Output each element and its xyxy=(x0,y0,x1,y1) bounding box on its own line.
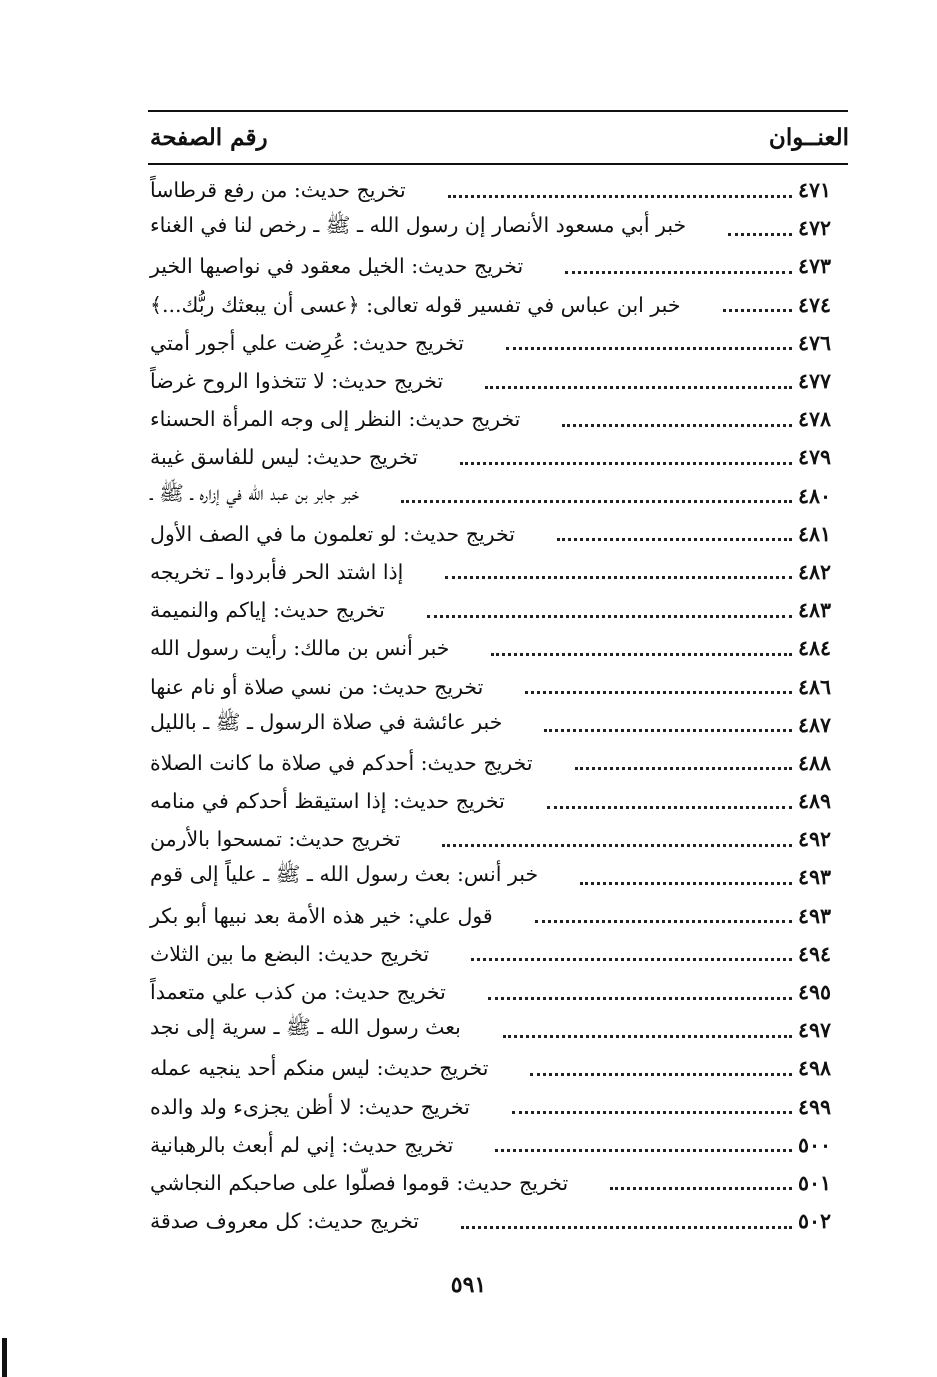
toc-entry-title: خبر ابن عباس في تفسير قوله تعالى: ﴿عسى أن يبعثك ربُّك...﴾ xyxy=(150,292,681,317)
dot-leader xyxy=(442,844,792,847)
toc-entry-title: خبر أنس: بعث رسول الله ـ ﷺ ـ علياً إلى قوم xyxy=(150,862,539,887)
toc-entry-title: تخريج حديث: إني لم أبعث بالرهبانية xyxy=(150,1132,454,1157)
toc-entry-page: ٤٩٧ xyxy=(798,1018,832,1043)
dot-leader xyxy=(610,1187,792,1190)
toc-entry-page: ٤٩٨ xyxy=(798,1056,832,1081)
toc-entry-title: تخريج حديث: الخيل معقود في نواصيها الخير xyxy=(150,254,524,279)
toc-entry xyxy=(150,1164,850,1202)
toc-entry-title: تخريج حديث: النظر إلى وجه المرأة الحسناء xyxy=(150,407,521,432)
toc-entry xyxy=(150,591,850,629)
toc-entry-page: ٤٨٨ xyxy=(798,750,832,775)
toc-entry-page: ٤٩٣ xyxy=(798,865,832,890)
dot-leader xyxy=(512,1111,792,1114)
toc-entry-title: بعث رسول الله ـ ﷺ ـ سرية إلى نجد xyxy=(150,1015,461,1040)
toc-entry-page: ٤٨٤ xyxy=(798,636,832,661)
toc-entry xyxy=(150,973,850,1011)
dot-leader xyxy=(506,347,792,350)
toc-entry xyxy=(150,897,850,935)
toc-entry xyxy=(150,247,850,285)
toc-entry-page: ٤٧٦ xyxy=(798,330,832,355)
toc-entry-page: ٤٨٧ xyxy=(798,712,832,737)
toc-entry-title: تخريج حديث: لا أظن يجزىء ولد والده xyxy=(150,1094,470,1119)
toc-entry-page: ٤٩٣ xyxy=(798,903,832,928)
dot-leader xyxy=(491,653,792,656)
dot-leader xyxy=(530,1073,792,1076)
dot-leader xyxy=(565,271,792,274)
dot-leader xyxy=(557,538,792,541)
dot-leader xyxy=(723,309,792,312)
toc-entry-title: خبر أنس بن مالك: رأيت رسول الله xyxy=(150,636,450,661)
toc-entry xyxy=(150,515,850,553)
column-header-title: العنــوان xyxy=(768,124,849,151)
dot-leader xyxy=(460,462,792,465)
toc-entry-title: تخريج حديث: قوموا فصلّوا على صاحبكم النجاشي xyxy=(150,1170,569,1195)
toc-entry xyxy=(150,1011,850,1049)
toc-entry-page: ٤٨٦ xyxy=(798,674,832,699)
toc-entry xyxy=(150,209,850,247)
dot-leader xyxy=(461,1226,792,1229)
page-number: ٥٩١ xyxy=(450,1272,487,1298)
toc-entry-title: تخريج حديث: أحدكم في صلاة ما كانت الصلاة xyxy=(150,750,533,775)
toc-entry-page: ٥٠٠ xyxy=(798,1132,832,1157)
scan-edge-mark xyxy=(2,1338,7,1377)
toc-entry xyxy=(150,629,850,667)
toc-entry xyxy=(150,438,850,476)
toc-entry-title: تخريج حديث: لا تتخذوا الروح غرضاً xyxy=(150,369,444,394)
dot-leader xyxy=(503,1035,792,1038)
toc-entry-page: ٤٩٢ xyxy=(798,827,832,852)
dot-leader xyxy=(401,500,792,503)
toc-entry xyxy=(150,1049,850,1087)
toc-entry-page: ٤٧٧ xyxy=(798,369,832,394)
toc-entry-title: تخريج حديث: البضع ما بين الثلاث xyxy=(150,941,430,966)
dot-leader xyxy=(488,997,792,1000)
toc-entry xyxy=(150,477,850,515)
toc-entry xyxy=(150,782,850,820)
dot-leader xyxy=(544,729,792,732)
toc-entry-title: تخريج حديث: ليس منكم أحد ينجيه عمله xyxy=(150,1056,489,1081)
toc-entry-page: ٤٨٢ xyxy=(798,559,832,584)
toc-entry-title: خبر أبي مسعود الأنصار إن رسول الله ـ ﷺ ـ رخص لنا في الغناء xyxy=(150,213,687,238)
header-rule xyxy=(148,163,848,165)
toc-entry-page: ٤٧٢ xyxy=(798,216,832,241)
toc-entry xyxy=(150,858,850,896)
toc-entry-page: ٤٧٩ xyxy=(798,445,832,470)
toc-entry-page: ٥٠١ xyxy=(798,1170,832,1195)
toc-entry xyxy=(150,286,850,324)
dot-leader xyxy=(580,882,792,885)
toc-entry-page: ٤٩٥ xyxy=(798,980,832,1005)
toc-entry xyxy=(150,362,850,400)
column-header-page: رقم الصفحة xyxy=(150,124,268,151)
toc-entry-title: خبر جابر بن عبد الله في إزاره ـ ﷺ ـ xyxy=(150,480,360,505)
toc-entry-page: ٤٨٩ xyxy=(798,789,832,814)
dot-leader xyxy=(448,195,792,198)
dot-leader xyxy=(728,233,792,236)
table-of-contents xyxy=(150,171,850,1240)
toc-entry-title: تخريج حديث: تمسحوا بالأرمن xyxy=(150,827,401,852)
toc-entry-title: خبر عائشة في صلاة الرسول ـ ﷺ ـ بالليل xyxy=(150,709,503,734)
dot-leader xyxy=(445,576,792,579)
toc-entry-title: تخريج حديث: لو تعلمون ما في الصف الأول xyxy=(150,521,515,546)
toc-entry-page: ٤٨٣ xyxy=(798,598,832,623)
toc-entry-title: قول علي: خير هذه الأمة بعد نبيها أبو بكر xyxy=(150,903,493,928)
dot-leader xyxy=(495,1149,792,1152)
toc-entry-page: ٤٧٨ xyxy=(798,407,832,432)
toc-entry xyxy=(150,1088,850,1126)
toc-entry-title: تخريج حديث: ليس للفاسق غيبة xyxy=(150,445,419,470)
dot-leader xyxy=(525,691,792,694)
toc-entry xyxy=(150,744,850,782)
toc-entry-title: إذا اشتد الحر فأبردوا ـ تخريجه xyxy=(150,559,404,584)
dot-leader xyxy=(535,920,792,923)
toc-entry xyxy=(150,553,850,591)
toc-entry-page: ٤٧١ xyxy=(798,178,832,203)
toc-entry xyxy=(150,1126,850,1164)
toc-entry-title: تخريج حديث: من رفع قرطاساً xyxy=(150,178,406,203)
toc-entry-page: ٤٧٤ xyxy=(798,292,832,317)
dot-leader xyxy=(575,767,792,770)
toc-entry-page: ٤٩٩ xyxy=(798,1094,832,1119)
dot-leader xyxy=(471,958,792,961)
toc-entry-page: ٤٨٠ xyxy=(798,483,832,508)
toc-entry xyxy=(150,706,850,744)
dot-leader xyxy=(562,424,792,427)
toc-entry-title: تخريج حديث: كل معروف صدقة xyxy=(150,1209,420,1234)
top-rule xyxy=(148,110,848,112)
toc-entry-page: ٤٧٣ xyxy=(798,254,832,279)
toc-entry xyxy=(150,667,850,705)
toc-entry xyxy=(150,400,850,438)
toc-entry-title: تخريج حديث: عُرِضت علي أجور أمتي xyxy=(150,330,464,355)
dot-leader xyxy=(547,806,792,809)
toc-entry xyxy=(150,935,850,973)
toc-entry-title: تخريج حديث: من كذب علي متعمداً xyxy=(150,980,446,1005)
toc-entry-title: تخريج حديث: من نسي صلاة أو نام عنها xyxy=(150,674,484,699)
dot-leader xyxy=(427,615,792,618)
toc-entry-title: تخريج حديث: إياكم والنميمة xyxy=(150,598,385,623)
toc-entry-title: تخريج حديث: إذا استيقظ أحدكم في منامه xyxy=(150,789,505,814)
toc-entry-page: ٥٠٢ xyxy=(798,1209,832,1234)
toc-entry-page: ٤٨١ xyxy=(798,521,832,546)
toc-entry-page: ٤٩٤ xyxy=(798,941,832,966)
dot-leader xyxy=(485,386,792,389)
toc-entry xyxy=(150,324,850,362)
toc-entry xyxy=(150,820,850,858)
toc-entry xyxy=(150,1202,850,1240)
toc-entry xyxy=(150,171,850,209)
